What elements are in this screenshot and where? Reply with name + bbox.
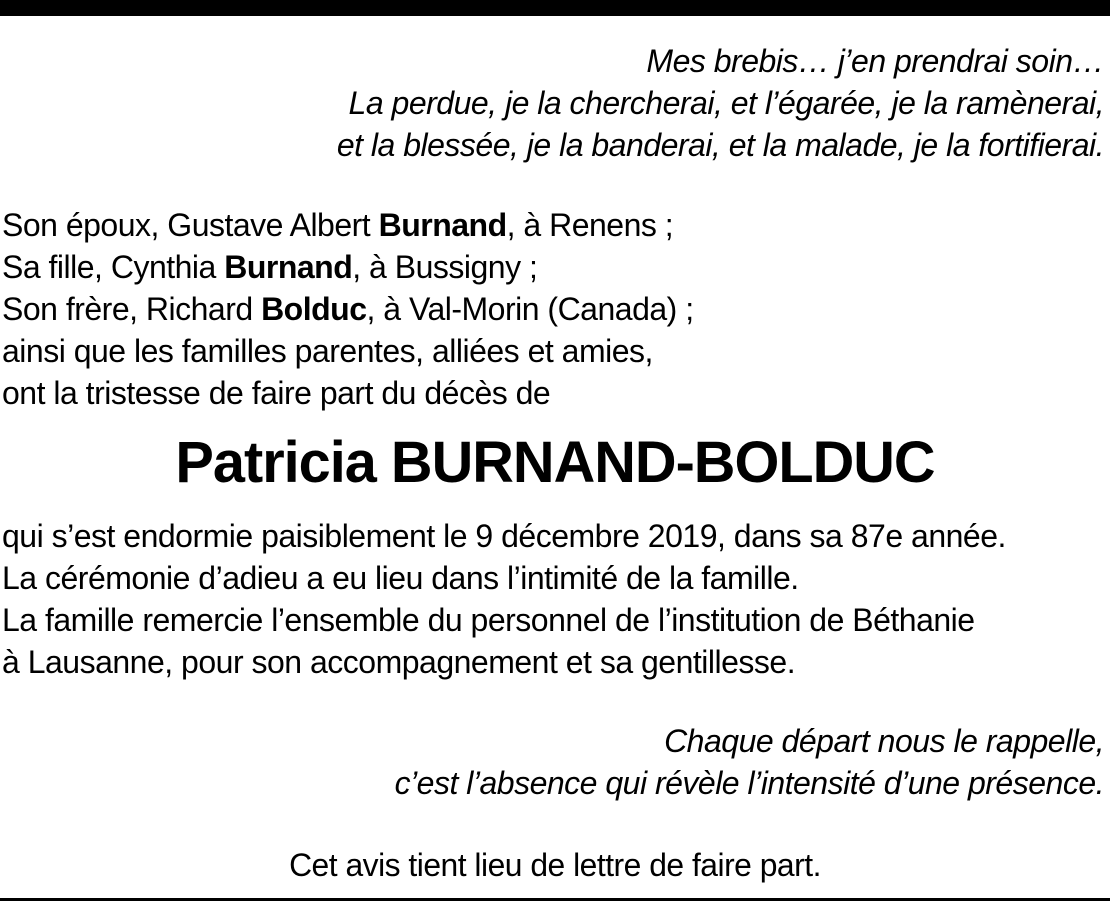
- family-line-brother-prefix: Son frère, Richard: [2, 291, 262, 327]
- deceased-name: Patricia BURNAND-BOLDUC: [175, 430, 935, 495]
- family-line-brother-surname: Bolduc: [261, 291, 367, 327]
- family-line-spouse-surname: Burnand: [378, 207, 507, 243]
- family-line-daughter: [2, 246, 537, 288]
- epigraph-line-1: Mes brebis… j’en prendrai soin…: [646, 43, 1104, 79]
- family-line-daughter-prefix: Sa fille, Cynthia: [2, 249, 225, 285]
- closing-quote-line-1: Chaque départ nous le rappelle,: [664, 723, 1104, 759]
- family-line-daughter-suffix: , à Bussigny ;: [352, 249, 538, 285]
- family-line-daughter-surname: Burnand: [224, 249, 353, 285]
- top-rule: [0, 0, 1110, 16]
- family-line-relatives: ainsi que les familles parentes, alliées et amies,: [2, 333, 653, 369]
- family-line-spouse: [2, 204, 673, 246]
- body-line-1: qui s’est endormie paisiblement le 9 décembre 2019, dans sa 87e année.: [2, 518, 1006, 554]
- family-line-spouse-prefix: Son époux, Gustave Albert: [2, 207, 379, 243]
- epigraph-line-2: La perdue, je la chercherai, et l’égarée, je la ramènerai,: [348, 85, 1104, 121]
- body-line-2: La cérémonie d’adieu a eu lieu dans l’intimité de la famille.: [2, 560, 799, 596]
- family-line-announcement: ont la tristesse de faire part du décès de: [2, 375, 551, 411]
- bottom-rule: [0, 898, 1110, 901]
- epigraph-line-3: et la blessée, je la banderai, et la malade, je la fortifierai.: [336, 127, 1104, 163]
- body-line-3: La famille remercie l’ensemble du personnel de l’institution de Béthanie: [2, 602, 975, 638]
- family-line-brother-suffix: , à Val-Morin (Canada) ;: [366, 291, 694, 327]
- closing-quote-line-2: c’est l’absence qui révèle l’intensité d’une présence.: [394, 765, 1104, 801]
- notice-statement: Cet avis tient lieu de lettre de faire part.: [289, 847, 821, 883]
- family-line-brother: [2, 288, 694, 330]
- family-line-spouse-suffix: , à Renens ;: [506, 207, 674, 243]
- body-line-4: à Lausanne, pour son accompagnement et sa gentillesse.: [2, 644, 796, 680]
